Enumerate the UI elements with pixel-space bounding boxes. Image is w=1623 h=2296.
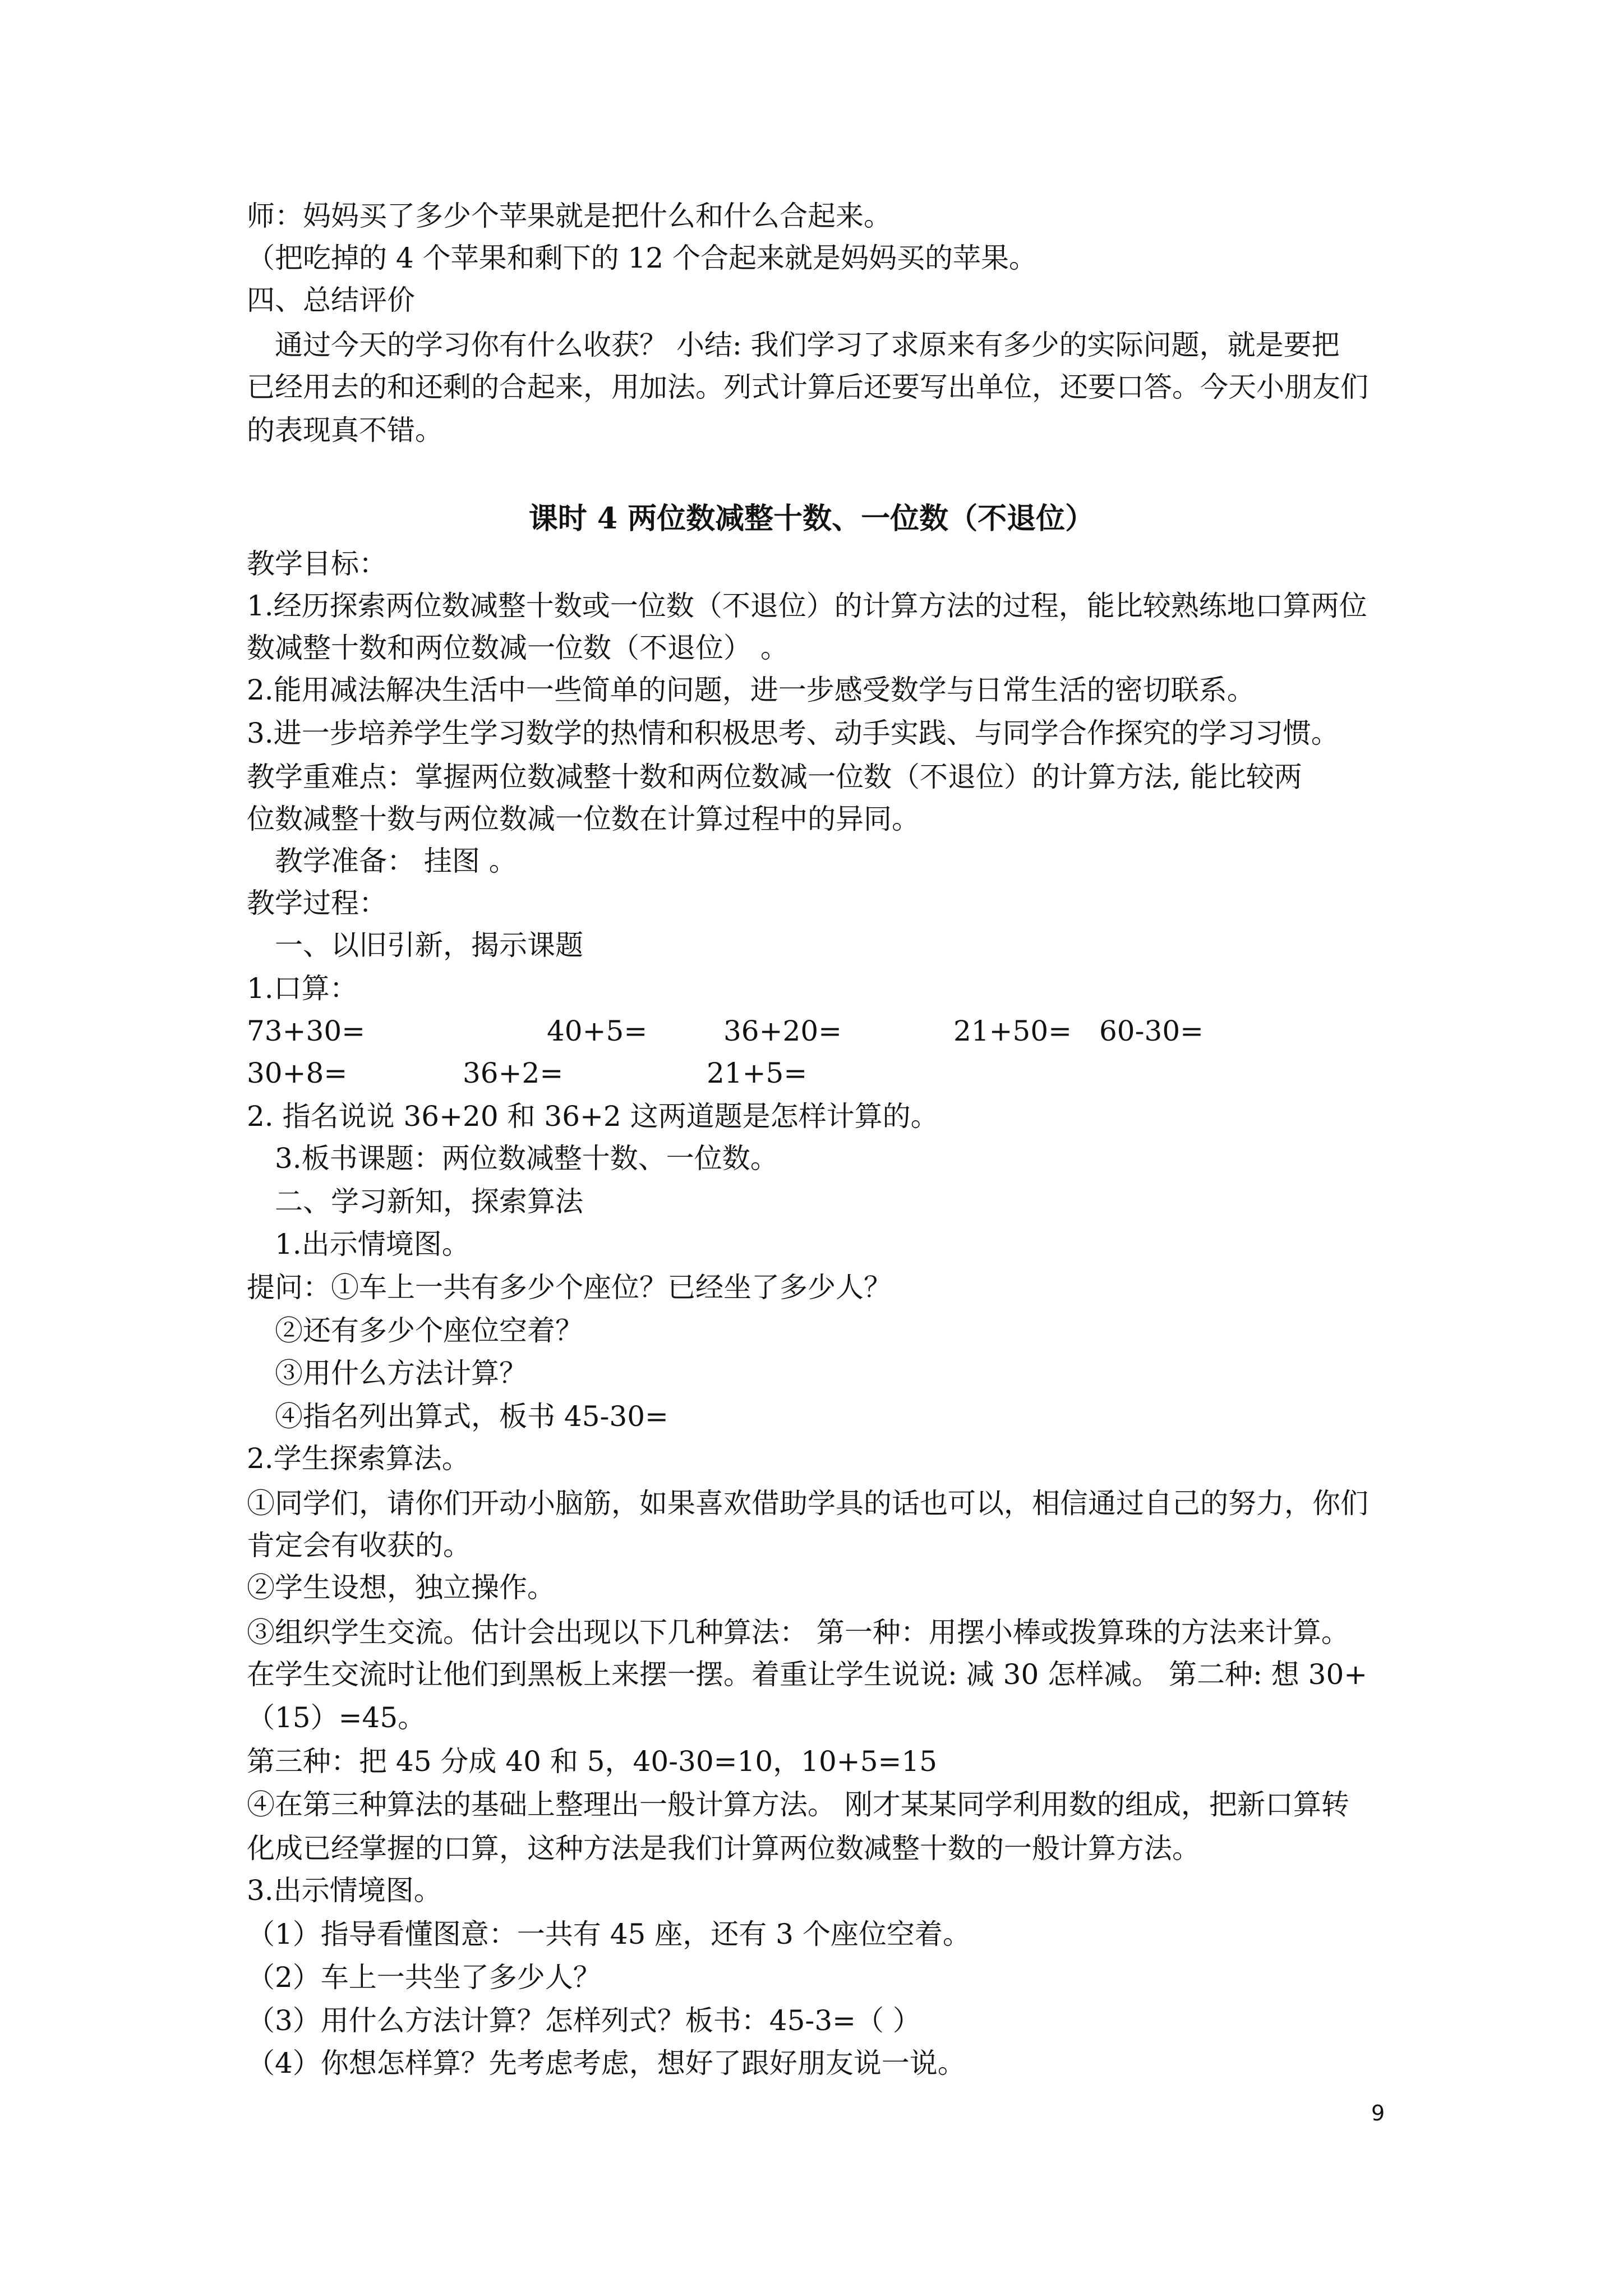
- text-line: 已经用去的和还剩的合起来，用加法。列式计算后还要写出单位，还要口答。今天小朋友们: [247, 371, 1368, 403]
- text-line: （15）=45。: [247, 1701, 426, 1734]
- text-line: 2.学生探索算法。: [247, 1442, 470, 1475]
- text-line: 的表现真不错。: [247, 414, 443, 447]
- text-line: ③用什么方法计算？: [275, 1357, 527, 1389]
- text-line: ①同学们，请你们开动小脑筋，如果喜欢借助学具的话也可以，相信通过自己的努力，你们: [247, 1487, 1368, 1520]
- text-line: 3.进一步培养学生学习数学的热情和积极思考、动手实践、与同学合作探究的学习习惯。: [247, 717, 1339, 749]
- text-line: 教学准备： 挂图 。: [275, 845, 517, 877]
- text-line: （3）用什么方法计算？怎样列式？板书：45-3=（ ）: [247, 2004, 921, 2037]
- calc-item: 30+8=: [247, 1057, 348, 1089]
- text-line: （4）你想怎样算？先考虑考虑，想好了跟好朋友说一说。: [247, 2047, 966, 2079]
- text-line: 1.经历探索两位数减整十数或一位数（不退位）的计算方法的过程，能比较熟练地口算两位: [247, 590, 1367, 622]
- calc-item: 21+5=: [707, 1057, 808, 1089]
- text-line: ③组织学生交流。估计会出现以下几种算法： 第一种：用摆小棒或拨算珠的方法来计算。: [247, 1616, 1349, 1649]
- text-line: 提问：①车上一共有多少个座位？已经坐了多少人？: [247, 1271, 892, 1304]
- text-line: 一、以旧引新，揭示课题: [275, 929, 583, 961]
- text-line: 1.口算：: [247, 972, 358, 1005]
- text-line: 3.板书课题：两位数减整十数、一位数。: [275, 1142, 778, 1175]
- calc-item: 36+20=: [723, 1015, 842, 1047]
- text-line: ④指名列出算式，板书 45-30=: [275, 1400, 668, 1433]
- text-line: ②还有多少个座位空着？: [275, 1314, 583, 1347]
- text-line: 数减整十数和两位数减一位数（不退位） 。: [247, 632, 789, 664]
- text-line: 2.能用减法解决生活中一些简单的问题，进一步感受数学与日常生活的密切联系。: [247, 674, 1255, 706]
- text-line: 在学生交流时让他们到黑板上来摆一摆。着重让学生说说: 减 30 怎样减。 第二种: 想 30+: [247, 1658, 1368, 1691]
- text-line: 通过今天的学习你有什么收获？ 小结: 我们学习了求原来有多少的实际问题，就是要把: [275, 329, 1340, 361]
- calc-item: 36+2=: [463, 1057, 564, 1089]
- text-line: 教学重难点：掌握两位数减整十数和两位数减一位数（不退位）的计算方法, 能比较两: [247, 761, 1302, 793]
- text-line: （1）指导看懂图意：一共有 45 座，还有 3 个座位空着。: [247, 1918, 971, 1950]
- page-number: 9: [1371, 2101, 1385, 2125]
- text-line: 2. 指名说说 36+20 和 36+2 这两道题是怎样计算的。: [247, 1100, 939, 1133]
- text-line: 1.出示情境图。: [275, 1228, 470, 1260]
- calc-item: 73+30=: [247, 1015, 366, 1047]
- calc-item: 60-30=: [1099, 1015, 1204, 1047]
- text-line: 第三种：把 45 分成 40 和 5，40-30=10，10+5=15: [247, 1745, 938, 1778]
- text-line: 二、学习新知，探索算法: [275, 1185, 583, 1218]
- text-line: ④在第三种算法的基础上整理出一般计算方法。 刚才某某同学利用数的组成，把新口算转: [247, 1788, 1349, 1821]
- text-line: ②学生设想，独立操作。: [247, 1571, 555, 1604]
- calc-item: 40+5=: [547, 1015, 648, 1047]
- text-line: 化成已经掌握的口算，这种方法是我们计算两位数减整十数的一般计算方法。: [247, 1832, 1200, 1865]
- lesson-title: 课时 4 两位数减整十数、一位数（不退位）: [528, 501, 1095, 536]
- text-line: 教学目标：: [247, 547, 387, 580]
- calc-item: 21+50=: [953, 1015, 1072, 1047]
- text-line: 教学过程：: [247, 887, 387, 919]
- text-line: 3.出示情境图。: [247, 1874, 442, 1907]
- text-line: 位数减整十数与两位数减一位数在计算过程中的异同。: [247, 803, 920, 835]
- text-line: （把吃掉的 4 个苹果和剩下的 12 个合起来就是妈妈买的苹果。: [247, 242, 1038, 274]
- text-line: 肯定会有收获的。: [247, 1529, 471, 1562]
- text-line: （2）车上一共坐了多少人？: [247, 1961, 601, 1994]
- section-heading: 四、总结评价: [247, 284, 415, 316]
- text-line: 师：妈妈买了多少个苹果就是把什么和什么合起来。: [247, 200, 892, 232]
